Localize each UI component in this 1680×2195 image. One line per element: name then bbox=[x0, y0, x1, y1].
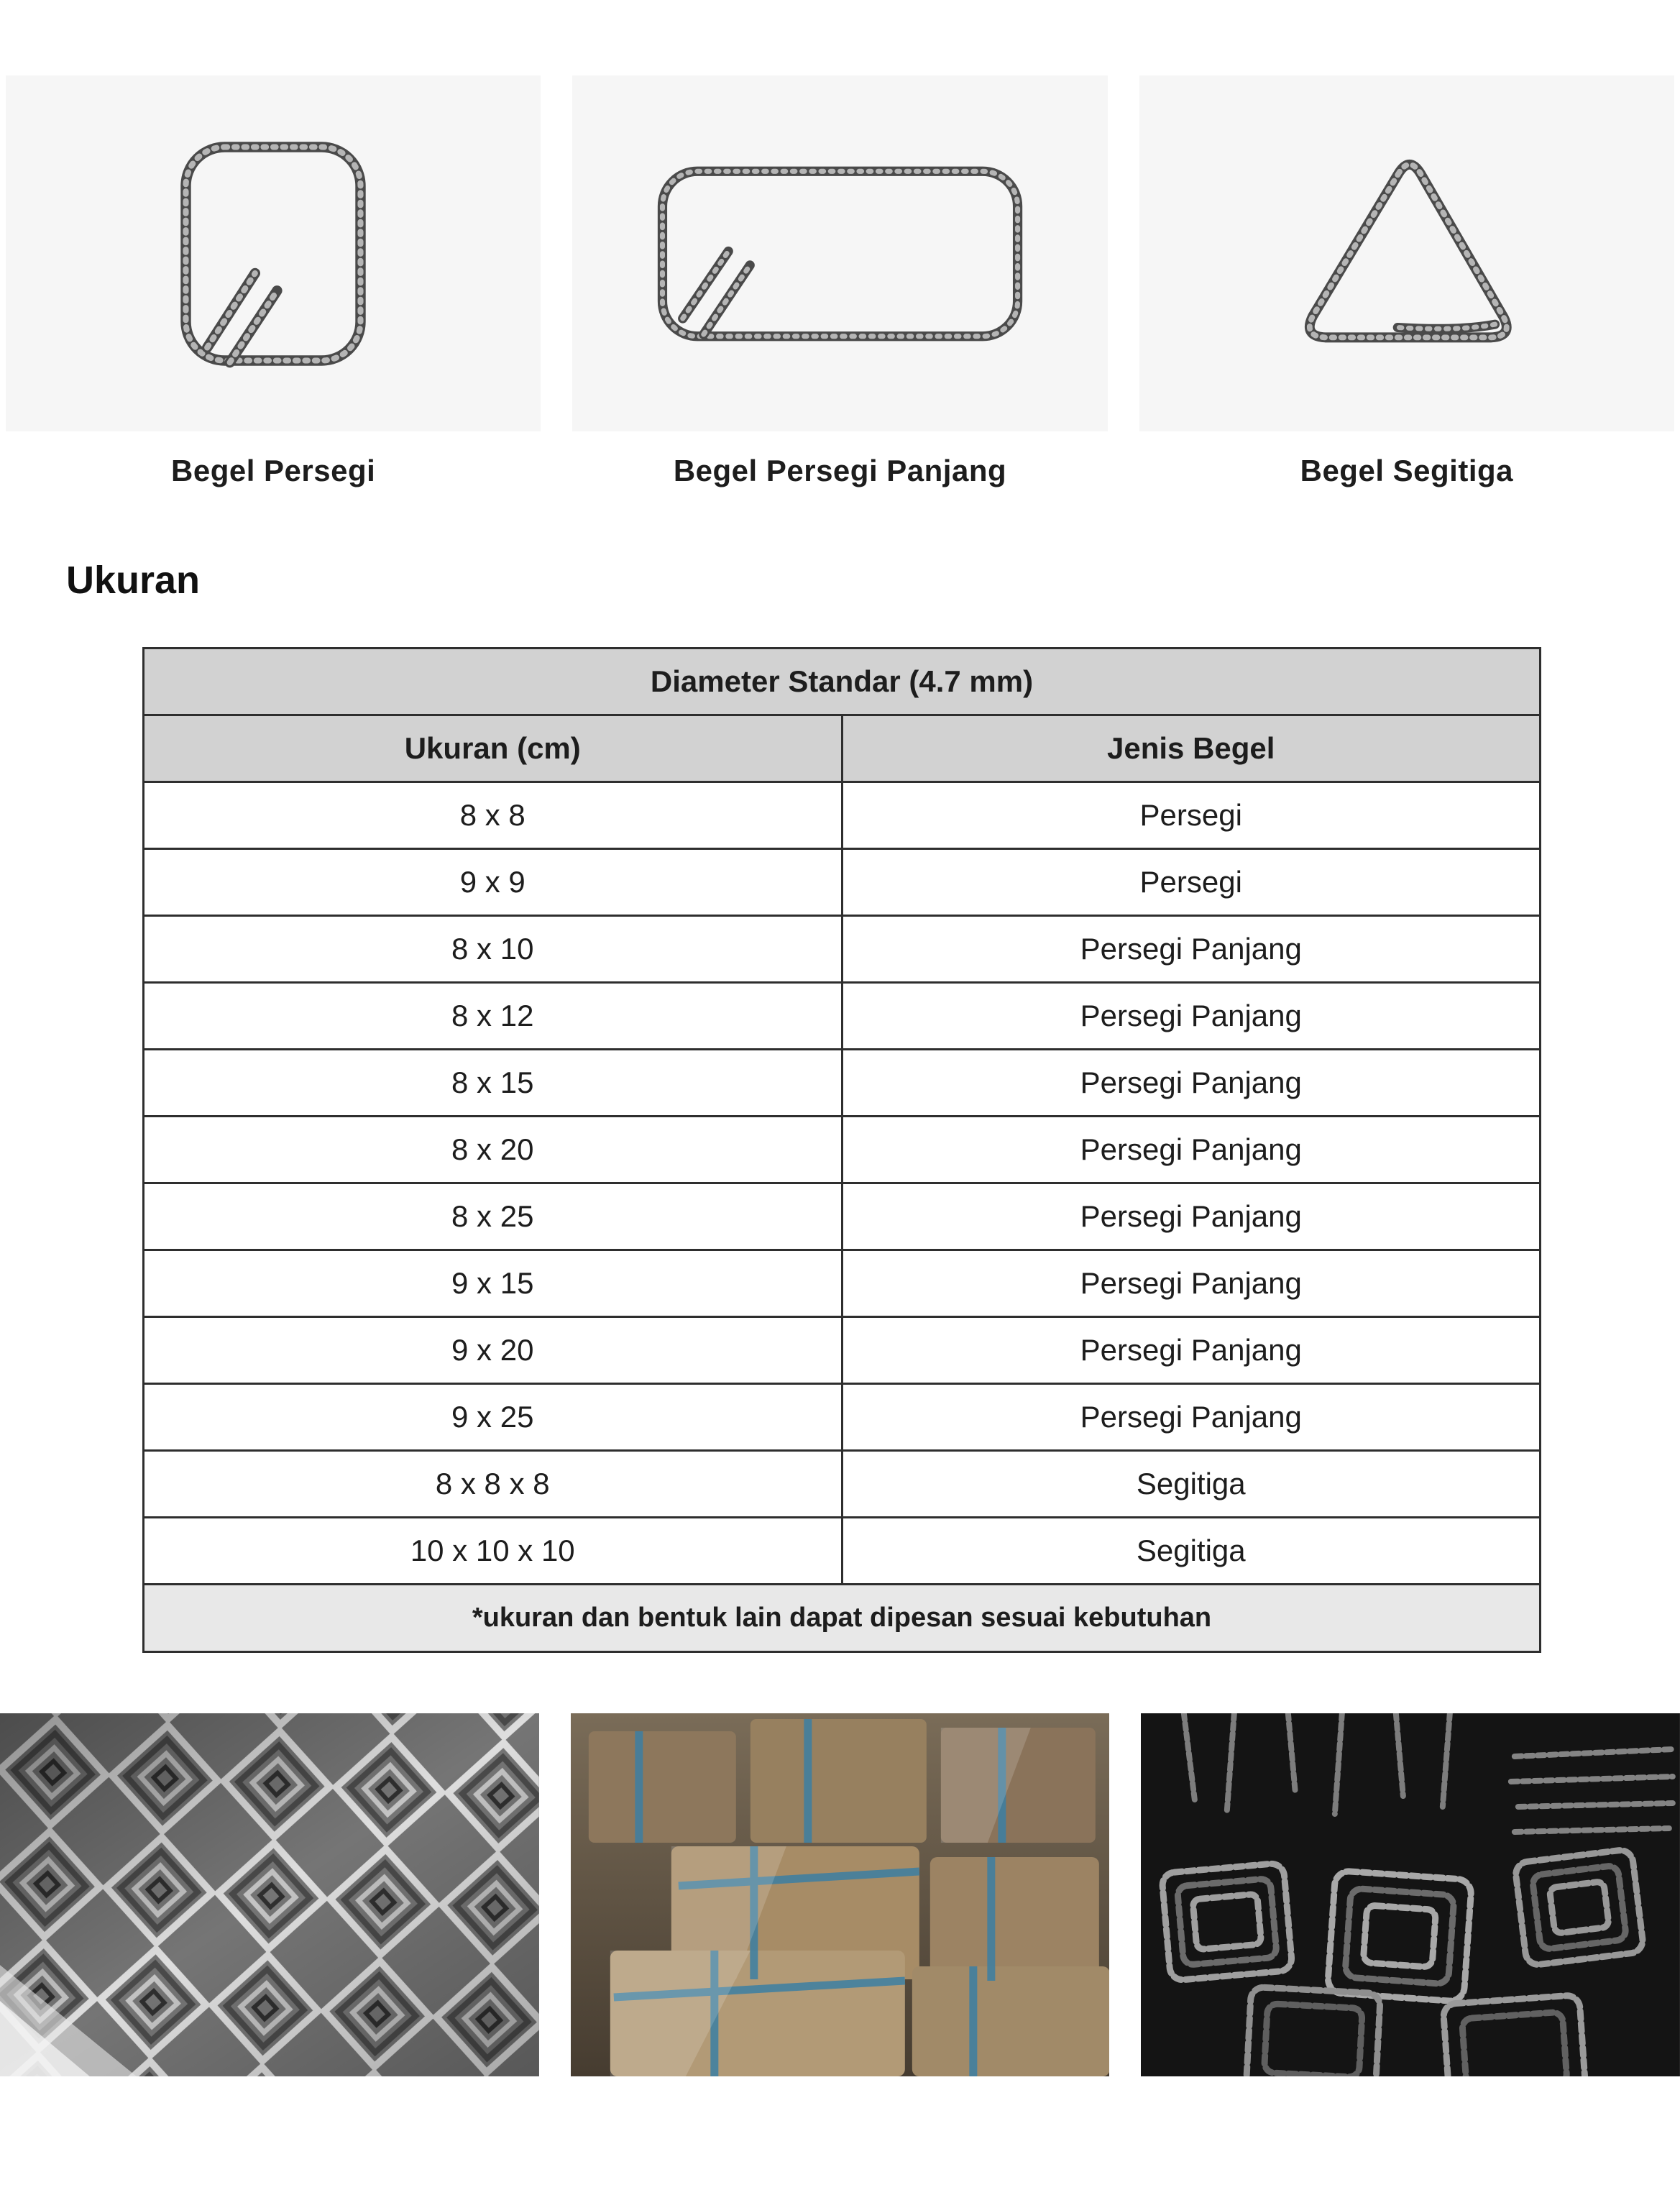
cell-ukuran: 8 x 25 bbox=[144, 1183, 843, 1250]
table-row bbox=[144, 1050, 1541, 1117]
product-card-segitiga bbox=[1139, 75, 1674, 489]
cell-ukuran: 8 x 8 bbox=[144, 782, 843, 849]
cell-ukuran: 9 x 20 bbox=[144, 1317, 843, 1384]
packaged-stirrup-boxes-warehouse-photo bbox=[571, 1713, 1110, 2076]
cell-ukuran: 8 x 10 bbox=[144, 916, 843, 983]
packaged-boxes-illustration bbox=[571, 1713, 1110, 2076]
cell-ukuran: 8 x 15 bbox=[144, 1050, 843, 1117]
product-gallery bbox=[0, 75, 1680, 489]
table-row bbox=[144, 849, 1541, 916]
product-caption-persegi-panjang: Begel Persegi Panjang bbox=[673, 454, 1007, 487]
dark-stirrups-illustration bbox=[1141, 1713, 1680, 2076]
product-card-persegi-panjang bbox=[572, 75, 1107, 489]
square-stirrup-image bbox=[6, 75, 541, 431]
size-table-foot bbox=[144, 1585, 1541, 1652]
cell-ukuran: 10 x 10 x 10 bbox=[144, 1518, 843, 1585]
table-column-header-row bbox=[144, 715, 1541, 782]
cell-jenis-begel: Persegi Panjang bbox=[842, 983, 1541, 1050]
cell-jenis-begel: Persegi Panjang bbox=[842, 1183, 1541, 1250]
section-heading: Ukuran bbox=[66, 559, 201, 602]
cell-jenis-begel: Persegi Panjang bbox=[842, 1317, 1541, 1384]
rectangle-stirrup-image bbox=[572, 75, 1107, 431]
table-row bbox=[144, 1117, 1541, 1183]
table-row bbox=[144, 1183, 1541, 1250]
table-footnote: *ukuran dan bentuk lain dapat dipesan sesuai kebutuhan bbox=[144, 1585, 1541, 1652]
column-header-ukuran: Ukuran (cm) bbox=[144, 715, 843, 782]
photo-gallery bbox=[0, 1713, 1680, 2076]
dark-stacked-rebar-stirrups-photo bbox=[1141, 1713, 1680, 2076]
cell-jenis-begel: Persegi Panjang bbox=[842, 1250, 1541, 1317]
cell-jenis-begel: Segitiga bbox=[842, 1518, 1541, 1585]
cell-jenis-begel: Persegi Panjang bbox=[842, 1117, 1541, 1183]
column-header-jenis-begel: Jenis Begel bbox=[842, 715, 1541, 782]
table-title-row bbox=[144, 649, 1541, 715]
cell-jenis-begel: Persegi bbox=[842, 782, 1541, 849]
table-row bbox=[144, 1317, 1541, 1384]
cell-ukuran: 8 x 8 x 8 bbox=[144, 1451, 843, 1518]
cell-jenis-begel: Persegi Panjang bbox=[842, 1050, 1541, 1117]
table-row bbox=[144, 1250, 1541, 1317]
table-row bbox=[144, 983, 1541, 1050]
product-caption-persegi: Begel Persegi bbox=[171, 454, 376, 487]
table-row bbox=[144, 782, 1541, 849]
table-row bbox=[144, 1451, 1541, 1518]
table-footnote-row bbox=[144, 1585, 1541, 1652]
cell-ukuran: 9 x 9 bbox=[144, 849, 843, 916]
cell-jenis-begel: Segitiga bbox=[842, 1451, 1541, 1518]
product-caption-segitiga: Begel Segitiga bbox=[1300, 454, 1514, 487]
page bbox=[0, 75, 1680, 2076]
cell-ukuran: 9 x 15 bbox=[144, 1250, 843, 1317]
cell-jenis-begel: Persegi Panjang bbox=[842, 1384, 1541, 1451]
size-table-head bbox=[144, 649, 1541, 782]
table-title: Diameter Standar (4.7 mm) bbox=[144, 649, 1541, 715]
cell-ukuran: 8 x 20 bbox=[144, 1117, 843, 1183]
size-table-body bbox=[144, 782, 1541, 1585]
cell-ukuran: 9 x 25 bbox=[144, 1384, 843, 1451]
table-row bbox=[144, 1384, 1541, 1451]
table-row bbox=[144, 916, 1541, 983]
size-table bbox=[142, 647, 1541, 1653]
triangle-stirrup-icon bbox=[1275, 135, 1538, 372]
stacked-square-stirrups-illustration bbox=[0, 1713, 539, 2076]
square-stirrup-icon bbox=[157, 124, 390, 383]
cell-ukuran: 8 x 12 bbox=[144, 983, 843, 1050]
stacked-square-stirrups-photo bbox=[0, 1713, 539, 2076]
cell-jenis-begel: Persegi Panjang bbox=[842, 916, 1541, 983]
triangle-stirrup-image bbox=[1139, 75, 1674, 431]
rectangle-stirrup-icon bbox=[643, 146, 1037, 362]
product-card-persegi bbox=[6, 75, 541, 489]
cell-jenis-begel: Persegi bbox=[842, 849, 1541, 916]
table-row bbox=[144, 1518, 1541, 1585]
